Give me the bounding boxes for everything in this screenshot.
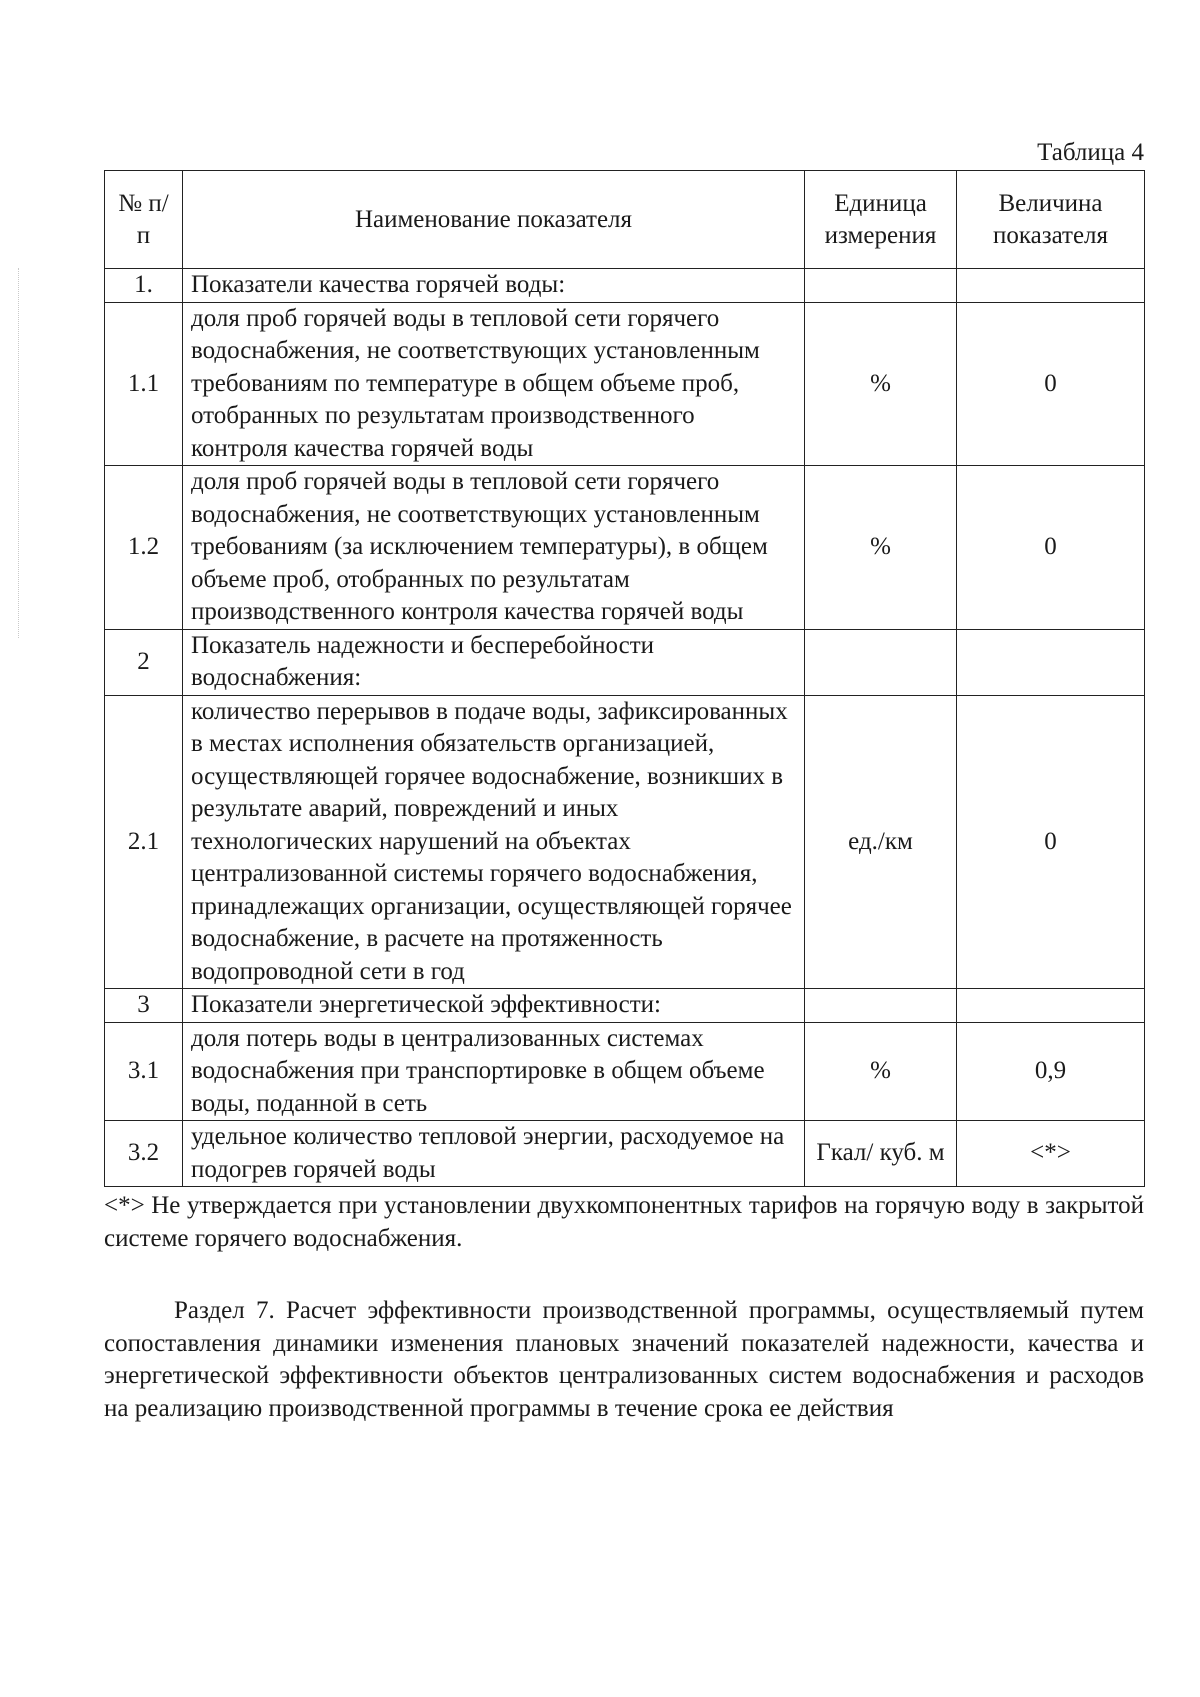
row-num: 3.1	[105, 1022, 183, 1121]
row-num: 1.1	[105, 302, 183, 466]
table-row	[105, 695, 1145, 989]
row-name: доля проб горячей воды в тепловой сети горячего водоснабжения, не соответствующих установленным требованиям (за исключением температуры), в общем объеме проб, отобранных по результатам производственного контроля качества горячей воды	[183, 466, 805, 630]
row-name: доля потерь воды в централизованных системах водоснабжения при транспортировке в общем объеме воды, поданной в сеть	[183, 1022, 805, 1121]
table-header-row	[105, 171, 1145, 269]
row-num: 1.2	[105, 466, 183, 630]
table-row	[105, 302, 1145, 466]
row-unit	[805, 989, 957, 1023]
row-value: 0,9	[957, 1022, 1145, 1121]
row-unit: %	[805, 1022, 957, 1121]
row-value	[957, 269, 1145, 303]
table-footnote: <*> Не утверждается при установлении двухкомпонентных тарифов на горячую воду в закрытой системе горячего водоснабжения.	[104, 1192, 1144, 1252]
row-value: <*>	[957, 1121, 1145, 1187]
row-unit: ед./км	[805, 695, 957, 989]
row-value	[957, 989, 1145, 1023]
row-name: доля проб горячей воды в тепловой сети горячего водоснабжения, не соответствующих установленным требованиям по температуре в общем объеме проб, отобранных по результатам производственного контроля качества горячей воды	[183, 302, 805, 466]
table-row	[105, 269, 1145, 303]
header-name: Наименование показателя	[183, 171, 805, 269]
row-value: 0	[957, 302, 1145, 466]
row-num: 1.	[105, 269, 183, 303]
table-row	[105, 466, 1145, 630]
row-value	[957, 629, 1145, 695]
row-unit	[805, 269, 957, 303]
row-unit	[805, 629, 957, 695]
row-name: Показатель надежности и бесперебойности водоснабжения:	[183, 629, 805, 695]
indicators-table	[104, 170, 1145, 1187]
row-num: 2.1	[105, 695, 183, 989]
row-value: 0	[957, 466, 1145, 630]
row-name: количество перерывов в подаче воды, зафиксированных в местах исполнения обязательств организацией, осуществляющей горячее водоснабжение, возникших в результате аварий, повреждений и иных технологических нарушений на объектах централизованной системы горячего водоснабжения, принадлежащих организации, осуществляющей горячее водоснабжение, в расчете на протяженность водопроводной сети в год	[183, 695, 805, 989]
header-value: Величина показателя	[957, 171, 1145, 269]
table-row	[105, 629, 1145, 695]
row-name: Показатели энергетической эффективности:	[183, 989, 805, 1023]
row-num: 2	[105, 629, 183, 695]
scan-artifact	[18, 268, 23, 638]
header-unit: Единица измерения	[805, 171, 957, 269]
row-unit: Гкал/ куб. м	[805, 1121, 957, 1187]
row-num: 3	[105, 989, 183, 1023]
row-num: 3.2	[105, 1121, 183, 1187]
header-num: № п/п	[105, 171, 183, 269]
row-unit: %	[805, 302, 957, 466]
section-7-heading: Раздел 7. Расчет эффективности производственной программы, осуществляемый путем сопоставления динамики изменения плановых значений показателей надежности, качества и энергетической эффективности объектов централизованных систем водоснабжения и расходов на реализацию производственной программы в течение срока ее действия	[104, 1297, 1144, 1422]
table-row	[105, 1022, 1145, 1121]
document-page	[104, 138, 1144, 1425]
row-value: 0	[957, 695, 1145, 989]
table-caption: Таблица 4	[1037, 139, 1144, 166]
row-name: удельное количество тепловой энергии, расходуемое на подогрев горячей воды	[183, 1121, 805, 1187]
table-row	[105, 989, 1145, 1023]
table-row	[105, 1121, 1145, 1187]
row-name: Показатели качества горячей воды:	[183, 269, 805, 303]
row-unit: %	[805, 466, 957, 630]
